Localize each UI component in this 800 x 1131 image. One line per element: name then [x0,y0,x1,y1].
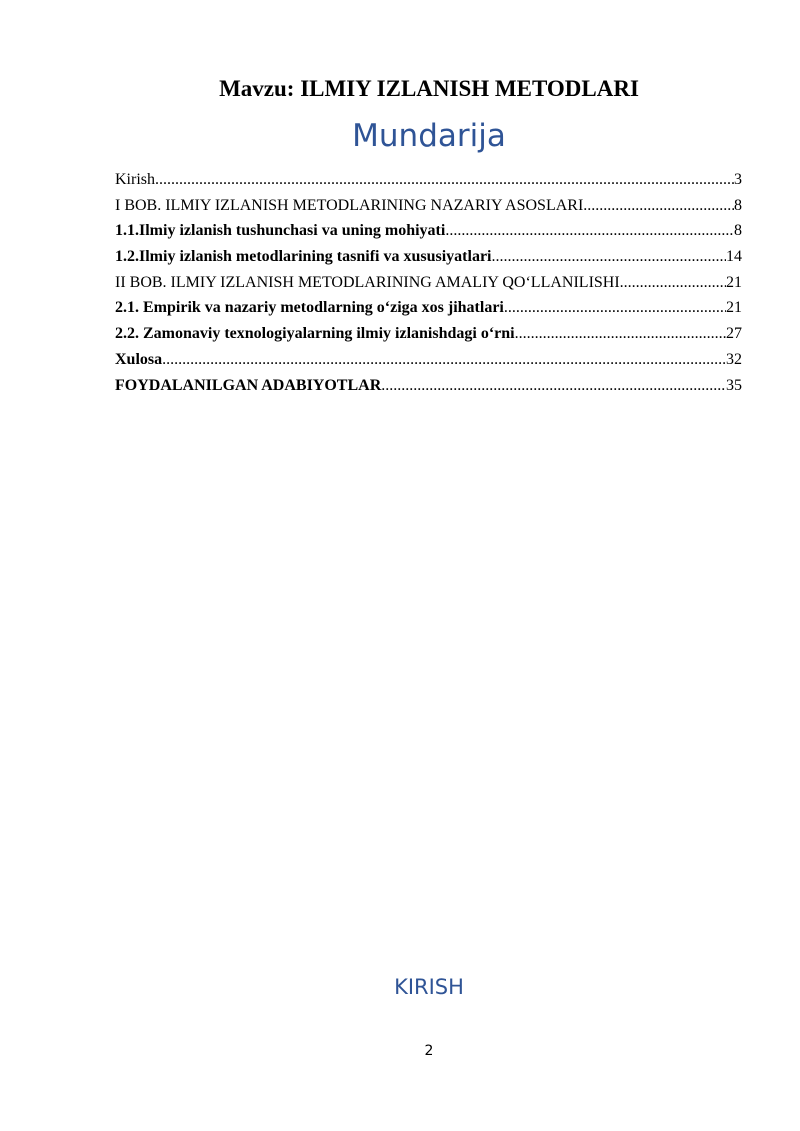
toc-entry-chapter-1[interactable] [115,193,742,218]
toc-entry-section-2-1[interactable] [115,295,742,320]
toc-entry-page: 3 [734,171,742,188]
toc-entry-label: Xulosa [115,350,163,368]
toc-entry-page: 21 [726,299,742,317]
toc-entry-xulosa[interactable] [115,347,742,372]
toc-dot-leader [381,373,726,398]
toc-entry-label: FOYDALANILGAN ADABIYOTLAR [115,376,382,394]
toc-dot-leader [515,321,726,346]
toc-entry-section-2-2[interactable] [115,321,742,346]
toc-entry-label: II BOB. ILMIY IZLANISH METODLARINING AMALIY QO‘LLANILISHI. [115,273,624,291]
toc-entry-page: 14 [726,248,742,266]
toc-dot-leader [491,244,726,269]
toc-entry-label: 2.1. Empirik va nazariy metodlarning o‘ziga xos jihatlari [115,299,504,317]
table-of-contents [115,167,742,398]
toc-entry-label: Kirish [115,171,155,188]
toc-dot-leader [155,167,734,192]
toc-entry-page: 32 [726,350,742,368]
toc-heading: Mundarija [352,118,506,154]
toc-entry-label: I BOB. ILMIY IZLANISH METODLARINING NAZARIY ASOSLARI [115,196,584,214]
toc-entry-chapter-2[interactable] [115,270,742,295]
toc-entry-label: 1.1.Ilmiy izlanish tushunchasi va uning mohiyati [115,222,446,240]
section-heading-kirish: KIRISH [394,975,464,999]
toc-entry-page: 21 [726,273,742,291]
toc-entry-page: 27 [726,325,742,343]
toc-dot-leader [445,218,734,243]
toc-entry-label: 1.2.Ilmiy izlanish metodlarining tasnifi va xususiyatlari [115,248,492,266]
toc-entry-page: 35 [726,376,742,394]
toc-entry-page: 8 [734,222,742,240]
toc-dot-leader [583,193,734,218]
toc-entry-section-1-1[interactable] [115,218,742,243]
toc-entry-page: 8 [734,196,742,214]
document-title: Mavzu: ILMIY IZLANISH METODLARI [219,76,639,101]
toc-entry-references[interactable] [115,373,742,398]
toc-dot-leader [504,295,726,320]
page-number: 2 [424,1043,434,1059]
toc-entry-label: 2.2. Zamonaviy texnologiyalarning ilmiy izlanishdagi o‘rni [115,325,515,343]
toc-dot-leader [624,270,726,295]
toc-entry-kirish[interactable] [115,167,742,192]
toc-entry-section-1-2[interactable] [115,244,742,269]
toc-dot-leader [162,347,726,372]
